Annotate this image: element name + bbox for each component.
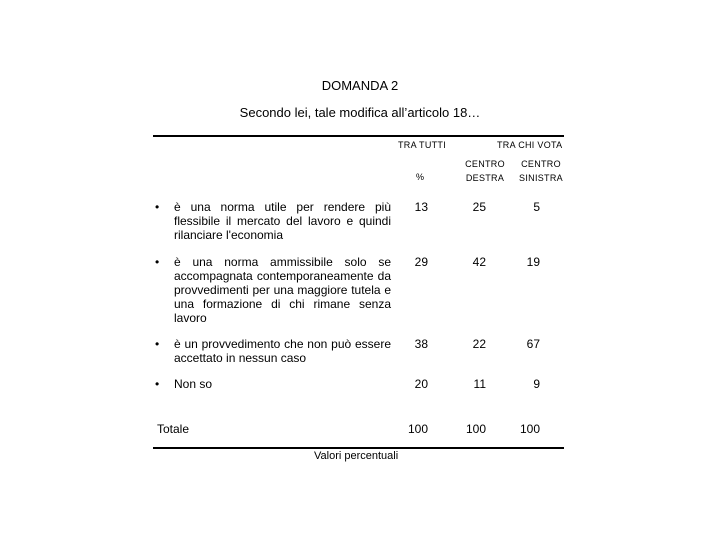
row-2-centro-destra: 42	[472, 255, 486, 269]
row-4-text: Non so	[174, 377, 213, 391]
row-4-centro-destra: 11	[473, 377, 486, 391]
total-centro-sinistra: 100	[519, 422, 540, 436]
row-4-tutti: 20	[414, 377, 428, 391]
header-centro-sinistra-line1: CENTRO	[521, 159, 561, 169]
row-3-tutti: 38	[414, 337, 428, 351]
row-4-centro-sinistra: 9	[533, 377, 540, 391]
bullet-row-3: •	[155, 337, 160, 351]
row-1-text: è una norma utile per rendere più flessibile il mercato del lavoro e quindi rilanciare l'economia	[174, 200, 391, 242]
header-percent: %	[416, 172, 425, 182]
header-tra-chi-vota: TRA CHI VOTA	[497, 140, 563, 150]
header-centro-destra-line1: CENTRO	[465, 159, 505, 169]
total-centro-destra: 100	[465, 422, 486, 436]
bottom-rule	[153, 447, 564, 449]
footer-note: Valori percentuali	[314, 450, 399, 462]
row-1-centro-sinistra: 5	[533, 200, 540, 214]
question-subtitle: Secondo lei, tale modifica all’articolo 18…	[239, 105, 481, 120]
bullet-row-1: •	[155, 200, 160, 214]
header-centro-sinistra-line2: SINISTRA	[519, 173, 563, 183]
header-centro-sinistra	[510, 157, 572, 185]
row-1-centro-destra: 25	[472, 200, 486, 214]
question-title: DOMANDA 2	[321, 78, 399, 93]
header-tra-tutti: TRA TUTTI	[398, 140, 447, 150]
row-2-centro-sinistra: 19	[526, 255, 540, 269]
header-centro-destra-line2: DESTRA	[465, 173, 505, 183]
total-tutti: 100	[407, 422, 428, 436]
top-rule	[153, 135, 564, 137]
bullet-row-4: •	[155, 377, 160, 391]
header-centro-destra	[454, 157, 516, 185]
row-2-tutti: 29	[414, 255, 428, 269]
row-3-centro-destra: 22	[472, 337, 486, 351]
total-label: Totale	[157, 422, 190, 436]
row-3-centro-sinistra: 67	[526, 337, 540, 351]
row-2-text: è una norma ammissibile solo se accompagnata contemporaneamente da provvedimenti per una maggiore tutela e una formazione di chi rimane senza lavoro	[174, 255, 391, 325]
bullet-row-2: •	[155, 255, 160, 269]
row-1-tutti: 13	[414, 200, 428, 214]
row-3-text: è un provvedimento che non può essere accettato in nessun caso	[174, 337, 391, 365]
